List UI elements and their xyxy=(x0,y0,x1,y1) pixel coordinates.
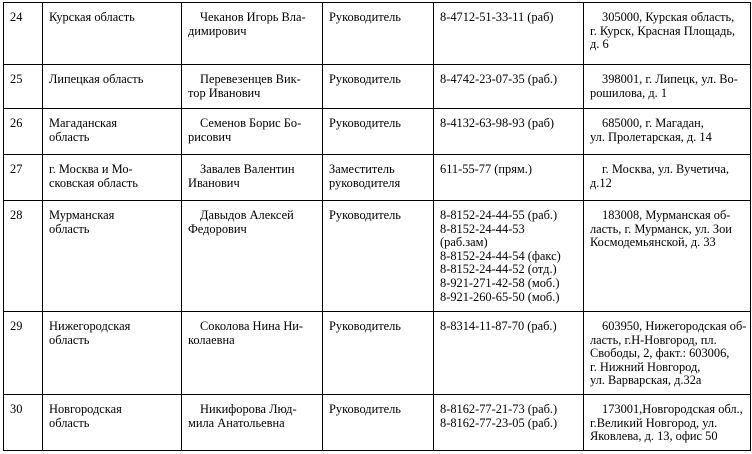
phone-cell: 8-4712-51-33-11 (раб) xyxy=(434,3,584,65)
address-cell: 603950, Нижегородская об- ласть, г.Н-Новгород, пл. Свободы, 2, факт.: 603006, г. Нижний Новгород, ул. Варварская, д.32а xyxy=(584,312,751,395)
position-cell: Руководитель xyxy=(323,65,434,109)
row-number: 28 xyxy=(4,201,43,312)
region-cell: Новгородская область xyxy=(43,395,182,451)
address-cell: 685000, г. Магадан, ул. Пролетарская, д. 14 xyxy=(584,109,751,155)
row-number: 27 xyxy=(4,155,43,201)
region-cell: Нижегородская область xyxy=(43,312,182,395)
row-number: 25 xyxy=(4,65,43,109)
row-number: 30 xyxy=(4,395,43,451)
region-cell: Магаданская область xyxy=(43,109,182,155)
region-cell: г. Москва и Мо- сковская область xyxy=(43,155,182,201)
phone-cell: 8-8314-11-87-70 (раб.) xyxy=(434,312,584,395)
region-cell: Липецкая область xyxy=(43,65,182,109)
phone-cell: 8-8152-24-44-55 (раб.) 8-8152-24-44-53 (раб.зам) 8-8152-24-44-54 (факс) 8-8152-24-44-52 (отд.) 8-921-271-42-58 (моб.) 8-921-260-65-50 (моб.) xyxy=(434,201,584,312)
table-row xyxy=(4,3,751,65)
position-cell: Руководитель xyxy=(323,201,434,312)
contacts-table xyxy=(3,2,751,451)
table-row xyxy=(4,155,751,201)
position-cell: Руководитель xyxy=(323,312,434,395)
row-number: 24 xyxy=(4,3,43,65)
table-row xyxy=(4,201,751,312)
position-cell: Руководитель xyxy=(323,3,434,65)
name-cell: Семенов Борис Бо- рисович xyxy=(182,109,323,155)
table-row xyxy=(4,109,751,155)
phone-cell: 611-55-77 (прям.) xyxy=(434,155,584,201)
address-cell: 398001, г. Липецк, ул. Во- рошилова, д. 1 xyxy=(584,65,751,109)
row-number: 26 xyxy=(4,109,43,155)
phone-cell: 8-4742-23-07-35 (раб.) xyxy=(434,65,584,109)
region-cell: Мурманская область xyxy=(43,201,182,312)
name-cell: Перевезенцев Вик- тор Иванович xyxy=(182,65,323,109)
address-cell: 305000, Курская область, г. Курск, Красная Площадь, д. 6 xyxy=(584,3,751,65)
row-number: 29 xyxy=(4,312,43,395)
position-cell: Заместитель руководителя xyxy=(323,155,434,201)
address-cell: 183008, Мурманская об- ласть, г. Мурманск, ул. Зои Космодемьянской, д. 33 xyxy=(584,201,751,312)
phone-cell: 8-8162-77-21-73 (раб.) 8-8162-77-23-05 (раб.) xyxy=(434,395,584,451)
region-cell: Курская область xyxy=(43,3,182,65)
name-cell: Чеканов Игорь Вла- димирович xyxy=(182,3,323,65)
name-cell: Давыдов Алексей Федорович xyxy=(182,201,323,312)
table-row xyxy=(4,312,751,395)
address-cell: 173001,Новгородская обл., г.Великий Новгород, ул. Яковлева, д. 13, офис 50 xyxy=(584,395,751,451)
name-cell: Соколова Нина Ни- колаевна xyxy=(182,312,323,395)
table-row xyxy=(4,395,751,451)
name-cell: Никифорова Люд- мила Анатольевна xyxy=(182,395,323,451)
name-cell: Завалев Валентин Иванович xyxy=(182,155,323,201)
address-cell: г. Москва, ул. Вучетича, д.12 xyxy=(584,155,751,201)
phone-cell: 8-4132-63-98-93 (раб) xyxy=(434,109,584,155)
table-row xyxy=(4,65,751,109)
position-cell: Руководитель xyxy=(323,395,434,451)
position-cell: Руководитель xyxy=(323,109,434,155)
